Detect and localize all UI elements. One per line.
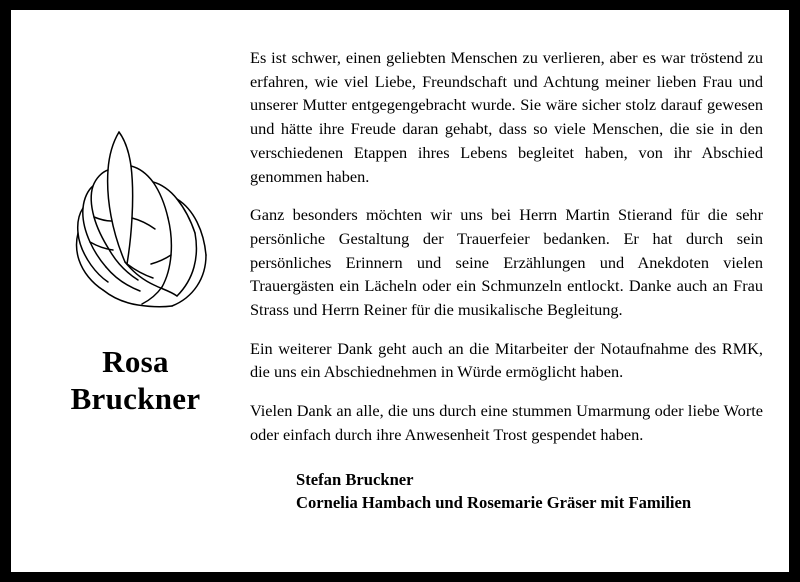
memorial-text-column	[238, 32, 763, 558]
praying-hands-icon	[61, 120, 211, 310]
deceased-last-name: Bruckner	[70, 380, 201, 416]
obituary-paragraph: Vielen Dank an alle, die uns durch eine stummen Umarmung oder liebe Worte oder einfach durch ihre Anwesenheit Trost gespendet haben.	[250, 401, 763, 444]
obituary-card	[11, 10, 789, 572]
obituary-paragraph: Ganz besonders möchten wir uns bei Herrn Martin Stierand für die sehr persönliche Gestaltung der Trauerfeier bedanken. Er hat durch sein persönliches Erinnern und seine Erzählungen und Anekdoten vielen Trauergästen ein Lächeln oder ein Schmunzeln entlockt. Danke auch an Frau Strass und Herrn Reiner für die musikalische Begleitung.	[250, 205, 763, 320]
memorial-left-column	[33, 32, 238, 558]
deceased-first-name: Rosa	[102, 344, 169, 379]
signature-line: Cornelia Hambach und Rosemarie Gräser mit Familien	[296, 493, 692, 513]
obituary-paragraph: Es ist schwer, einen geliebten Menschen zu verlieren, aber es war tröstend zu erfahren, wie viel Liebe, Freundschaft und Achtung meiner lieben Frau und unserer Mutter entgegengebracht wurde. Sie wäre sicher stolz darauf gewesen und hätte ihre Freude daran gehabt, dass so viele Menschen, die sie in den verschiedenen Etappen ihres Lebens begleitet haben, von ihr Abschied genommen haben.	[250, 48, 763, 186]
obituary-paragraph: Ein weiterer Dank geht auch an die Mitarbeiter der Notaufnahme des RMK, die uns ein Abschiednehmen in Würde ermöglicht haben.	[250, 338, 763, 382]
signature-line: Stefan Bruckner	[296, 469, 414, 489]
signature-block	[250, 468, 763, 515]
deceased-name	[71, 344, 201, 417]
